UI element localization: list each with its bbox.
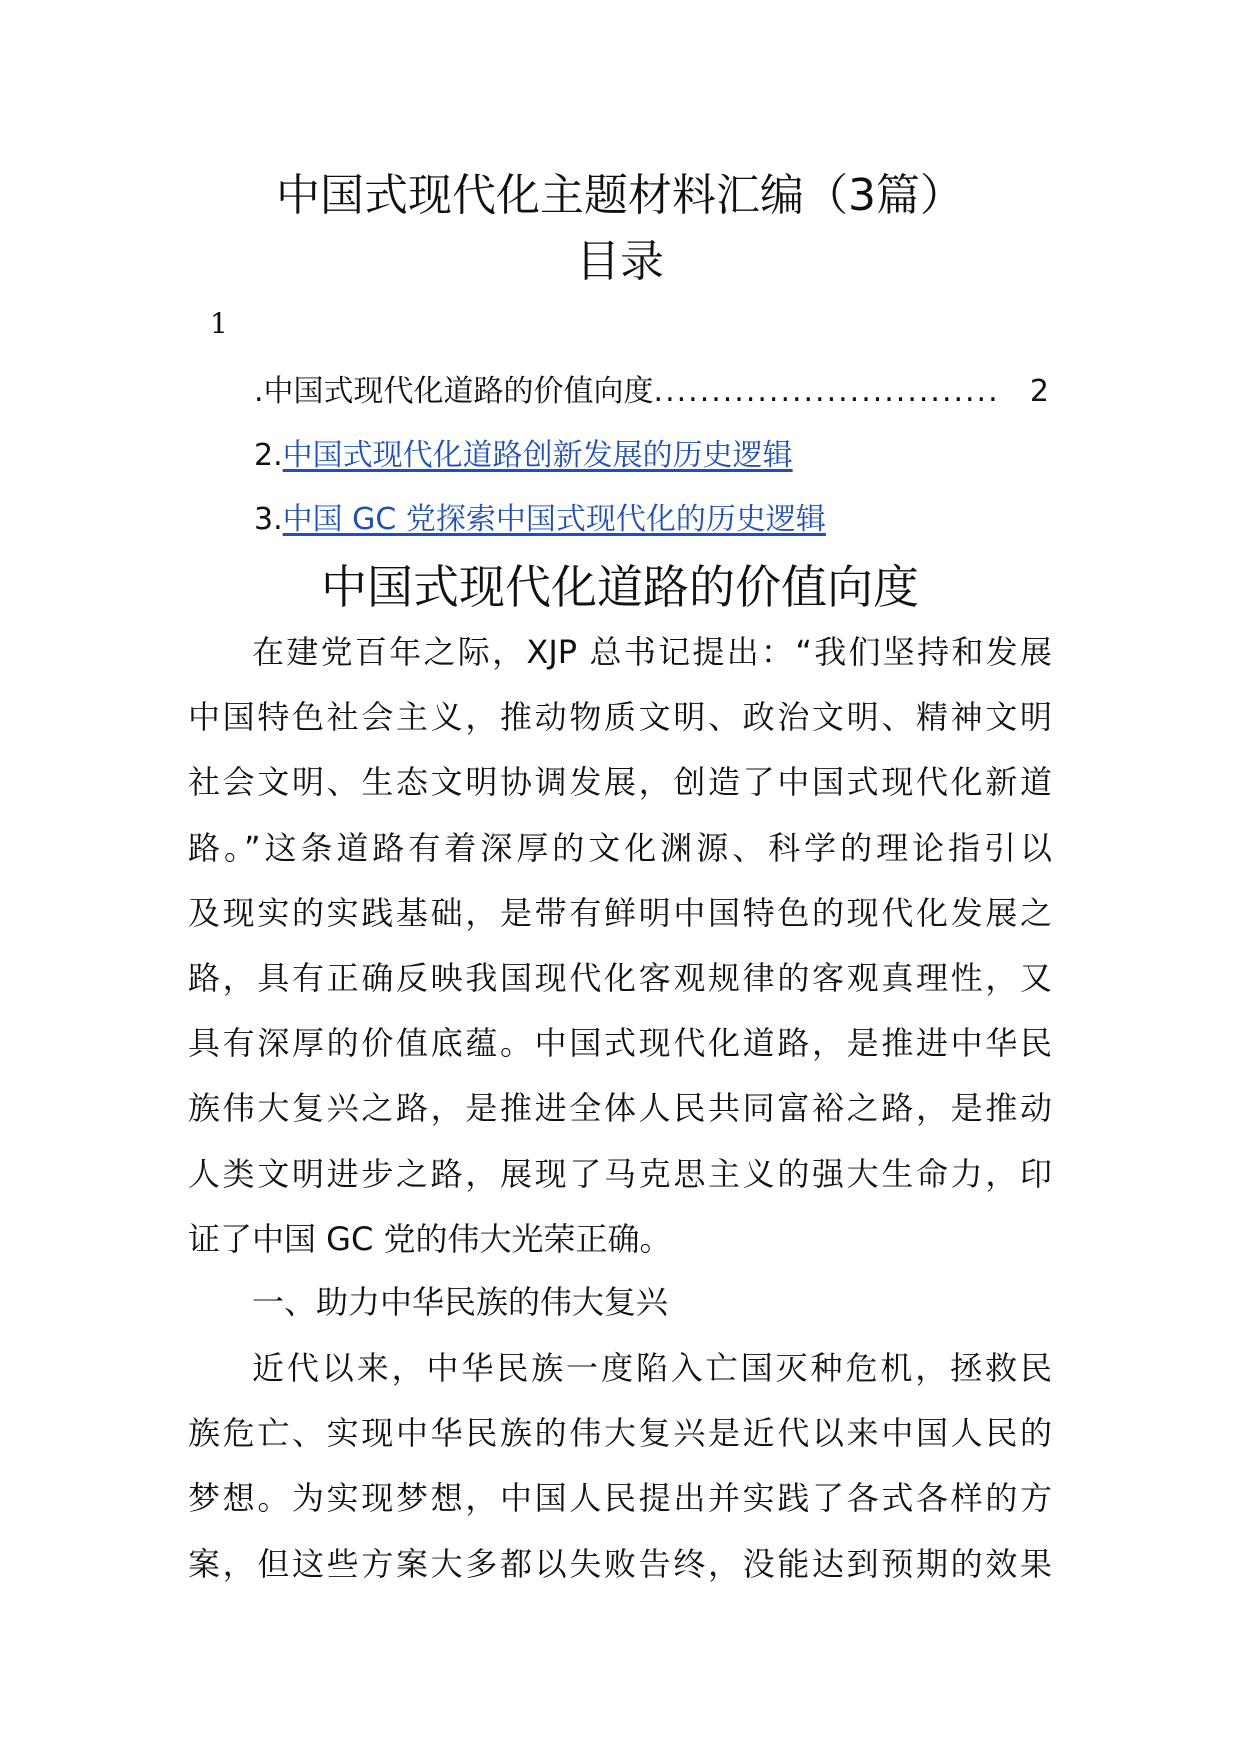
paragraph-1-line: 社会文明、生态文明协调发展，创造了中国式现代化新道 xyxy=(188,763,1052,802)
toc-entry-1[interactable] xyxy=(254,370,1049,414)
paragraph-1-line: 路。”这条道路有着深厚的文化渊源、科学的理论指引以 xyxy=(188,828,1052,867)
toc-entry-1-label: .中国式现代化道路的价值向度 xyxy=(254,374,654,409)
toc-heading: 目录 xyxy=(576,236,664,287)
paragraph-1-line: 具有深厚的价值底蕴。中国式现代化道路，是推进中华民 xyxy=(188,1024,1052,1063)
toc-entry-1-page: 2 xyxy=(1029,374,1049,409)
paragraph-2 xyxy=(188,1336,1052,1597)
paragraph-2-line: 近代以来，中华民族一度陷入亡国灭种危机，拯救民 xyxy=(252,1349,1052,1387)
toc-entry-1-leader: .............................. xyxy=(653,374,1000,409)
toc-entry-3 xyxy=(254,498,1054,542)
document-title: 中国式现代化主题材料汇编（3篇） xyxy=(276,170,964,221)
paragraph-1-line: 人类文明进步之路，展现了马克思主义的强大生命力，印 xyxy=(188,1154,1052,1193)
paragraph-2-line: 案，但这些方案大多都以失败告终，没能达到预期的效果 xyxy=(188,1544,1052,1583)
paragraph-1-line: 中国特色社会主义，推动物质文明、政治文明、精神文明 xyxy=(188,698,1052,737)
paragraph-1 xyxy=(188,620,1052,1272)
toc-entry-2-number: 2. xyxy=(254,438,283,473)
paragraph-2-line: 族危亡、实现中华民族的伟大复兴是近代以来中国人民的 xyxy=(188,1414,1052,1453)
section-1-heading: 一、助力中华民族的伟大复兴 xyxy=(252,1283,669,1321)
paragraph-1-line: 族伟大复兴之路，是推进全体人民共同富裕之路，是推动 xyxy=(188,1089,1052,1128)
paragraph-2-line: 梦想。为实现梦想，中国人民提出并实践了各式各样的方 xyxy=(188,1479,1052,1518)
paragraph-1-line: 及现实的实践基础，是带有鲜明中国特色的现代化发展之 xyxy=(188,893,1052,932)
paragraph-1-line: 在建党百年之际，XJP 总书记提出：“我们坚持和发展 xyxy=(252,633,1052,671)
toc-entry-3-number: 3. xyxy=(254,502,283,537)
paragraph-1-line: 路，具有正确反映我国现代化客观规律的客观真理性，又 xyxy=(188,958,1052,997)
toc-entry-2 xyxy=(254,434,1054,478)
toc-link-2[interactable]: 中国式现代化道路创新发展的历史逻辑 xyxy=(282,438,793,473)
article-title: 中国式现代化道路的价值向度 xyxy=(321,560,919,614)
toc-number: 1 xyxy=(210,307,228,340)
toc-link-3[interactable]: 中国 GC 党探索中国式现代化的历史逻辑 xyxy=(282,502,826,537)
paragraph-1-line: 证了中国 GC 党的伟大光荣正确。 xyxy=(188,1219,672,1258)
